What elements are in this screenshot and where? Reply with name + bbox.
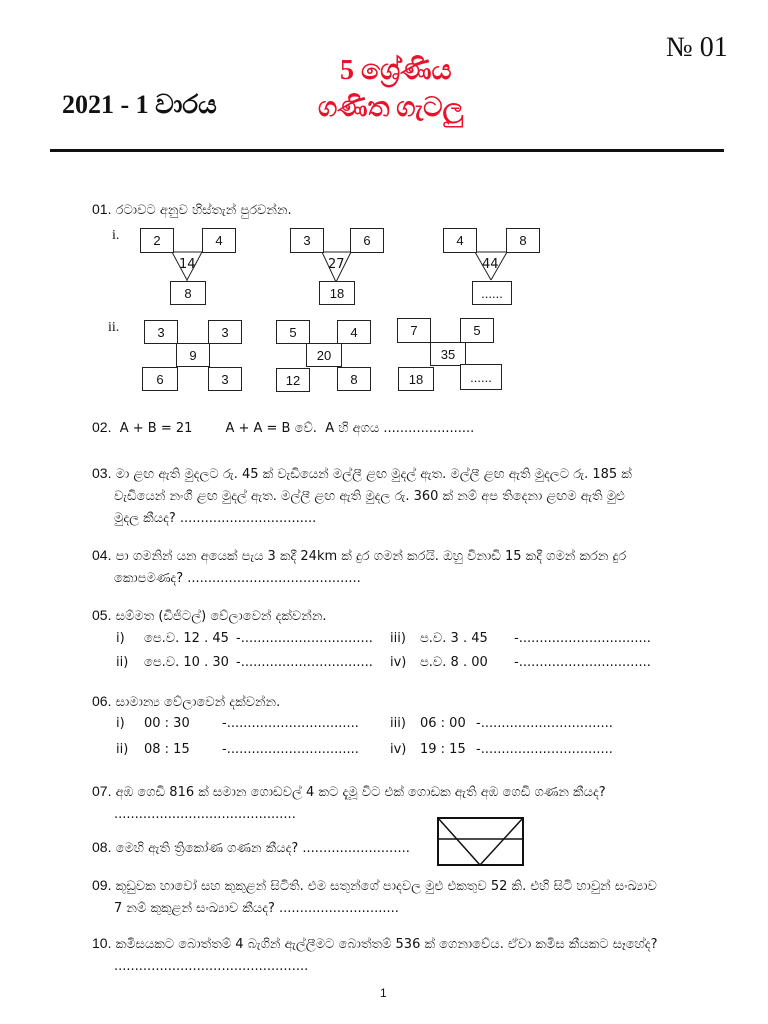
cross-1-top-left: 3 — [144, 320, 178, 344]
question-number: 01. — [92, 201, 112, 217]
q06-item-i: i) 00 : 30 -................................ — [116, 716, 359, 731]
part-ii-label: ii. — [108, 320, 120, 335]
question-number: 08. — [92, 839, 112, 855]
question-number: 05. — [92, 607, 112, 623]
cross-3-bottom-left: 18 — [398, 367, 434, 391]
question-line-1: පා ගමනින් යන අයෙක් පැය 3 කදී 24km ක් දුර ගමන් කරයි. ඔහු විනාඩි 15 කදී ගමන් කරන දුර — [115, 549, 627, 564]
triangle-2-left: 3 — [290, 228, 324, 253]
triangle-2-mid: 27 — [328, 257, 345, 272]
year-term: 2021 - 1 වාරය — [62, 90, 217, 119]
question-number: 02. — [92, 419, 112, 435]
triangle-3-right: 8 — [506, 228, 540, 253]
q06-item-ii: ii) 08 : 15 -................................ — [116, 742, 359, 757]
question-09 — [92, 874, 712, 920]
sheet-number: № 01 — [666, 32, 728, 63]
question-text: මෙහි ඇති ත්‍රිකෝණ ගණන කීයද? .......................... — [115, 841, 410, 856]
grade-title: 5 ශ්‍රේණිය — [340, 55, 452, 86]
triangle-2-bottom: 18 — [319, 281, 355, 305]
cross-2-top-left: 5 — [276, 320, 310, 344]
question-line-2: ............................................ — [114, 807, 296, 822]
triangle-3-mid: 44 — [482, 257, 499, 272]
question-number: 07. — [92, 783, 112, 799]
triangle-2-right: 6 — [350, 228, 384, 253]
triangles-figure — [437, 817, 525, 867]
question-03 — [92, 462, 712, 530]
question-line-1: මා ළඟ ඇති මුදලට රු. 45 ක් වැඩියෙන් මල්ලී ළඟ මුදල් ඇත. මල්ලී ළඟ ඇති මුදලට රු. 185 ක් — [115, 467, 632, 482]
question-02 — [92, 416, 474, 440]
page-number: 1 — [380, 986, 387, 1000]
triangle-1-right: 4 — [202, 228, 236, 253]
triangle-lines — [0, 0, 768, 400]
question-06 — [92, 690, 280, 714]
q05-item-iii: iii) ප.ව. 3 . 45 -................................ — [390, 631, 651, 646]
cross-2-top-right: 4 — [337, 320, 371, 344]
question-line-2: වැඩියෙන් නංගී ළඟ මුදල් ඇත. මල්ලී ළඟ ඇති මුදල රු. 360 ක් නම් අප තිදෙනා ළඟම ඇති මුළු — [114, 489, 625, 504]
question-line-2: ............................................... — [114, 959, 309, 974]
cross-1-bottom-left: 6 — [142, 367, 178, 391]
question-number: 06. — [92, 693, 112, 709]
triangle-1-left: 2 — [140, 228, 174, 253]
q06-item-iv: iv) 19 : 15 -................................ — [390, 742, 613, 757]
question-number: 03. — [92, 465, 112, 481]
question-text: සම්මත (ඩිජිටල්) වේලාවෙන් දක්වන්න. — [115, 609, 327, 624]
cross-2-center: 20 — [306, 343, 342, 367]
triangle-3-left: 4 — [443, 228, 477, 253]
part-i-label: i. — [112, 228, 120, 243]
subject-title: ගණිත ගැටලු — [318, 92, 464, 122]
cross-3-top-right: 5 — [460, 318, 494, 343]
question-04 — [92, 544, 712, 590]
question-05 — [92, 604, 327, 628]
question-number: 04. — [92, 547, 112, 563]
question-08 — [92, 836, 410, 860]
triangle-1-mid: 14 — [179, 257, 196, 272]
cross-1-center: 9 — [176, 343, 210, 367]
question-line-2: කොපමණද? .......................................... — [114, 571, 361, 586]
cross-1-bottom-right: 3 — [208, 367, 242, 391]
cross-3-bottom-right-blank: ...... — [460, 364, 502, 390]
cross-2-bottom-left: 12 — [276, 368, 310, 392]
q05-item-ii: ii) පෙ.ව. 10 . 30 -................................ — [116, 655, 373, 670]
question-line-1: කූඩුවක හාවෝ සහ කුකුළන් සිටිති. එම සතුන්ගේ පාදවල මුළු එකතුව 52 කි. එහි සිටි හාවුන් සංඛ්‍යාව — [115, 879, 657, 894]
q05-item-iv: iv) ප.ව. 8 . 00 -................................ — [390, 655, 651, 670]
triangle-1-bottom: 8 — [170, 281, 206, 305]
question-line-1: කමිසයකට බොත්තම් 4 බැගින් ඇල්ලීමට බොත්තම් 536 ක් ගෙනාවේය. ඒවා කමිස කීයකට සෑහේද? — [115, 937, 658, 952]
cross-3-center: 35 — [430, 342, 466, 366]
cross-1-top-right: 3 — [208, 320, 242, 344]
question-number: 09. — [92, 877, 112, 893]
question-line-3: මුදල කීයද? ................................. — [114, 511, 317, 526]
triangle-3-bottom-blank: ...... — [472, 281, 512, 305]
cross-3-top-left: 7 — [397, 318, 431, 343]
question-10 — [92, 932, 712, 978]
question-line-2: 7 නම් කුකුළන් සංඛ්‍යාව කීයද? ............................. — [114, 901, 399, 916]
question-line-1: අඹ ගෙඩි 816 ක් සමාන ගොඩවල් 4 කට දැමූ විට එක් ගොඩක ඇති අඹ ගෙඩි ගණන කීයද? — [115, 785, 606, 800]
question-07 — [92, 780, 712, 826]
cross-2-bottom-right: 8 — [337, 367, 371, 391]
question-text: සාමාන්‍ය වේලාවෙන් දක්වන්න. — [115, 695, 281, 710]
question-number: 10. — [92, 935, 112, 951]
question-text: A + B = 21 A + A = B වේ. A හි අගය ...................... — [119, 421, 475, 436]
question-text: රටාවට අනුව හිස්තැන් පුරවන්න. — [115, 203, 292, 218]
q05-item-i: i) පෙ.ව. 12 . 45 -................................ — [116, 631, 373, 646]
q06-item-iii: iii) 06 : 00 -................................ — [390, 716, 613, 731]
